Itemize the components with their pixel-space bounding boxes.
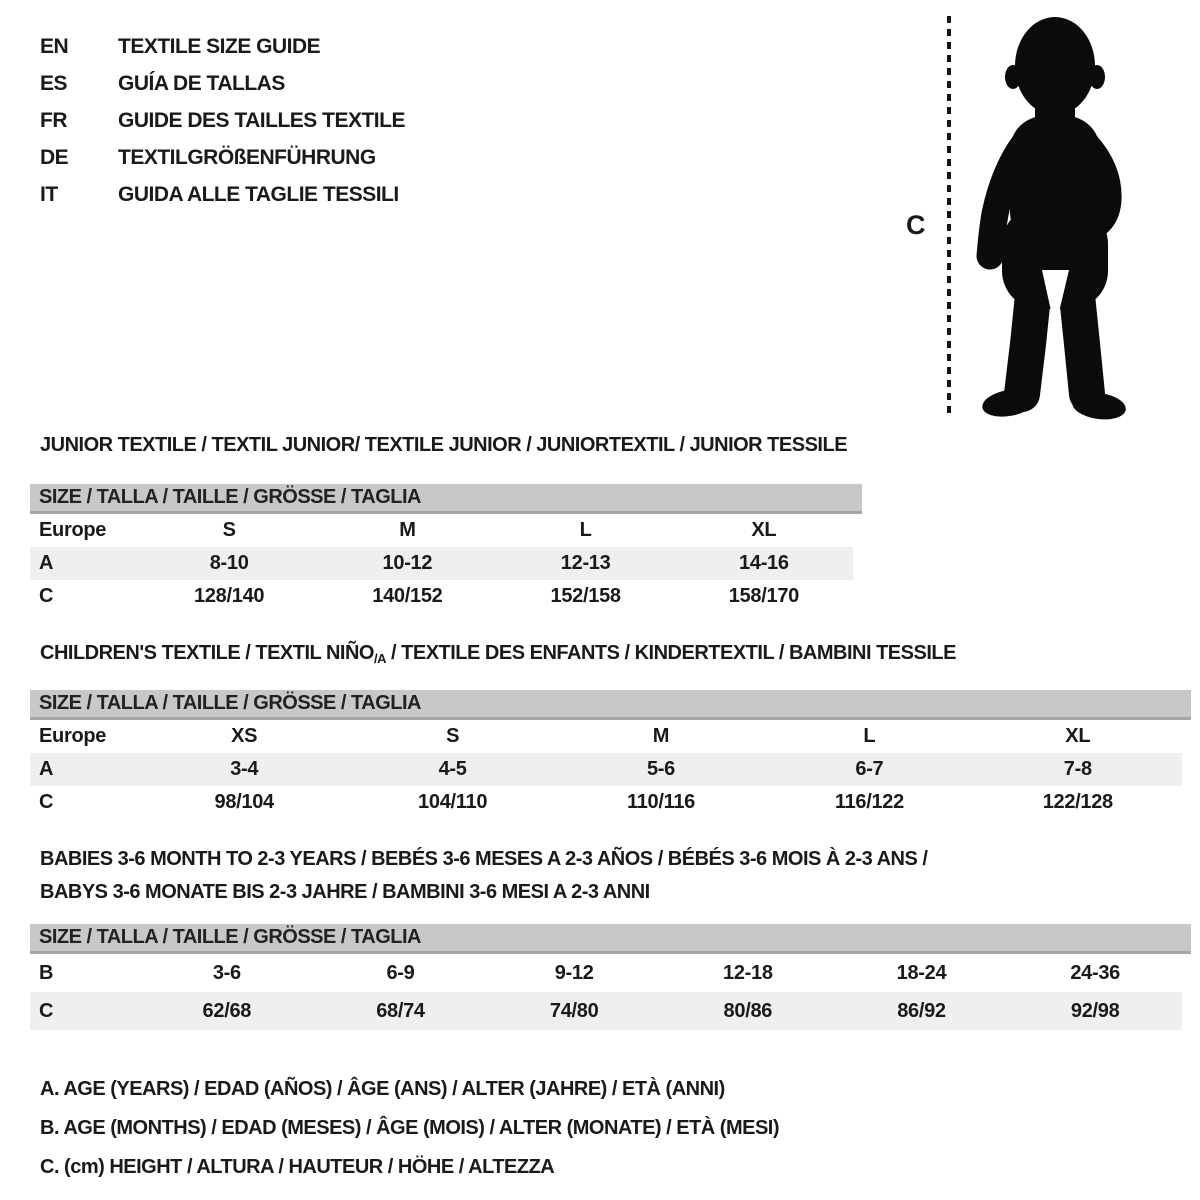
legend-age-years: A. AGE (YEARS) / EDAD (AÑOS) / ÂGE (ANS) / ALTER (JAHRE) / ETÀ (ANNI) xyxy=(40,1078,725,1100)
babies-table-header: SIZE / TALLA / TAILLE / GRÖSSE / TAGLIA xyxy=(30,924,1191,954)
language-row-it xyxy=(40,176,405,213)
height-cell: 104/110 xyxy=(418,791,488,813)
height-cell: 80/86 xyxy=(723,999,773,1022)
age-cell: 4-5 xyxy=(438,758,467,780)
row-label: B xyxy=(39,961,54,984)
table-row-height-cm xyxy=(30,992,1182,1030)
height-cell: 116/122 xyxy=(834,791,904,813)
height-cell: 140/152 xyxy=(372,585,443,607)
row-label: C xyxy=(39,999,54,1022)
language-row-es xyxy=(40,65,405,102)
junior-table-header: SIZE / TALLA / TAILLE / GRÖSSE / TAGLIA xyxy=(30,484,862,514)
language-row-fr xyxy=(40,102,405,139)
age-cell: 5-6 xyxy=(646,758,675,780)
height-cell: 74/80 xyxy=(549,999,599,1022)
language-code: EN xyxy=(40,34,69,58)
language-title: TEXTILGRÖßENFÜHRUNG xyxy=(118,145,376,169)
age-cell: 9-12 xyxy=(554,961,594,984)
age-cell: 14-16 xyxy=(739,552,789,574)
children-title-subscript: /A xyxy=(373,651,386,666)
language-title: GUIDE DES TAILLES TEXTILE xyxy=(118,108,405,132)
height-cell: 92/98 xyxy=(1070,999,1120,1022)
language-title: GUÍA DE TALLAS xyxy=(118,71,285,95)
language-row-de xyxy=(40,139,405,176)
size-cell: M xyxy=(652,725,670,747)
size-cell: L xyxy=(863,725,876,747)
row-label: C xyxy=(39,791,54,813)
babies-size-table xyxy=(30,924,1182,1030)
silhouette-ear-left xyxy=(1005,65,1021,89)
table-row-europe xyxy=(30,720,1182,753)
size-cell: S xyxy=(446,725,460,747)
size-cell: XL xyxy=(751,519,777,541)
age-cell: 12-18 xyxy=(723,961,773,984)
height-cell: 152/158 xyxy=(550,585,621,607)
language-list xyxy=(40,28,405,213)
row-label: Europe xyxy=(39,725,107,747)
age-cell: 8-10 xyxy=(209,552,249,574)
language-code: ES xyxy=(40,71,68,95)
height-cell: 86/92 xyxy=(897,999,946,1022)
children-section-title xyxy=(40,642,956,666)
row-label: C xyxy=(39,585,54,607)
height-cell: 158/170 xyxy=(728,585,799,607)
language-title: TEXTILE SIZE GUIDE xyxy=(118,34,321,58)
children-table-header: SIZE / TALLA / TAILLE / GRÖSSE / TAGLIA xyxy=(30,690,1191,720)
babies-section-title-line2: BABYS 3-6 MONATE BIS 2-3 JAHRE / BAMBINI 3-6 MESI A 2-3 ANNI xyxy=(40,881,650,903)
age-cell: 12-13 xyxy=(560,552,611,574)
babies-section-title-line1: BABIES 3-6 MONTH TO 2-3 YEARS / BEBÉS 3-6 MESES A 2-3 AÑOS / BÉBÉS 3-6 MOIS À 2-3 ANS / xyxy=(40,848,928,870)
height-cell: 62/68 xyxy=(202,999,252,1022)
row-label: A xyxy=(39,758,54,780)
table-row-age-years xyxy=(30,753,1182,786)
age-cell: 10-12 xyxy=(382,552,433,574)
children-title-main: CHILDREN'S TEXTILE / TEXTIL NIÑO xyxy=(40,642,374,664)
size-cell: S xyxy=(222,519,236,541)
size-cell: XL xyxy=(1065,725,1091,747)
table-row-height-cm xyxy=(30,786,1182,819)
table-row-europe xyxy=(30,514,853,547)
language-row-en xyxy=(40,28,405,65)
height-cell: 128/140 xyxy=(194,585,265,607)
age-cell: 3-6 xyxy=(212,961,241,984)
language-code: FR xyxy=(40,108,67,132)
age-cell: 6-9 xyxy=(386,961,415,984)
row-label: A xyxy=(39,552,54,574)
toddler-silhouette xyxy=(962,14,1144,420)
legend-height-cm: C. (cm) HEIGHT / ALTURA / HAUTEUR / HÖHE / ALTEZZA xyxy=(40,1156,555,1178)
language-code: IT xyxy=(40,182,58,206)
silhouette-leg-right xyxy=(1075,276,1087,394)
height-cell: 68/74 xyxy=(376,999,425,1022)
height-cell: 122/128 xyxy=(1042,791,1113,813)
silhouette-leg-left xyxy=(1022,276,1035,394)
size-cell: L xyxy=(579,519,592,541)
junior-size-table xyxy=(30,484,853,613)
size-cell: XS xyxy=(231,725,258,747)
silhouette-ear-right xyxy=(1089,65,1105,89)
height-measure-label: C xyxy=(906,210,926,240)
size-cell: M xyxy=(399,519,416,541)
language-title: GUIDA ALLE TAGLIE TESSILI xyxy=(118,182,399,206)
age-cell: 3-4 xyxy=(230,758,259,780)
table-row-age-years xyxy=(30,547,853,580)
age-cell: 18-24 xyxy=(896,961,947,984)
measurement-legend xyxy=(40,1070,779,1187)
age-cell: 24-36 xyxy=(1070,961,1120,984)
language-code: DE xyxy=(40,145,69,169)
table-row-height-cm xyxy=(30,580,853,613)
height-measure-dotted-line xyxy=(947,16,951,416)
height-cell: 98/104 xyxy=(214,791,274,813)
age-cell: 7-8 xyxy=(1063,758,1092,780)
junior-section-title: JUNIOR TEXTILE / TEXTIL JUNIOR/ TEXTILE JUNIOR / JUNIORTEXTIL / JUNIOR TESSILE xyxy=(40,434,848,456)
legend-age-months: B. AGE (MONTHS) / EDAD (MESES) / ÂGE (MOIS) / ALTER (MONATE) / ETÀ (MESI) xyxy=(40,1117,780,1139)
row-label: Europe xyxy=(39,519,107,541)
table-row-age-months xyxy=(30,954,1182,992)
height-cell: 110/116 xyxy=(626,791,695,813)
age-cell: 6-7 xyxy=(855,758,884,780)
children-size-table xyxy=(30,690,1182,819)
children-title-rest: / TEXTILE DES ENFANTS / KINDERTEXTIL / BAMBINI TESSILE xyxy=(385,642,956,664)
